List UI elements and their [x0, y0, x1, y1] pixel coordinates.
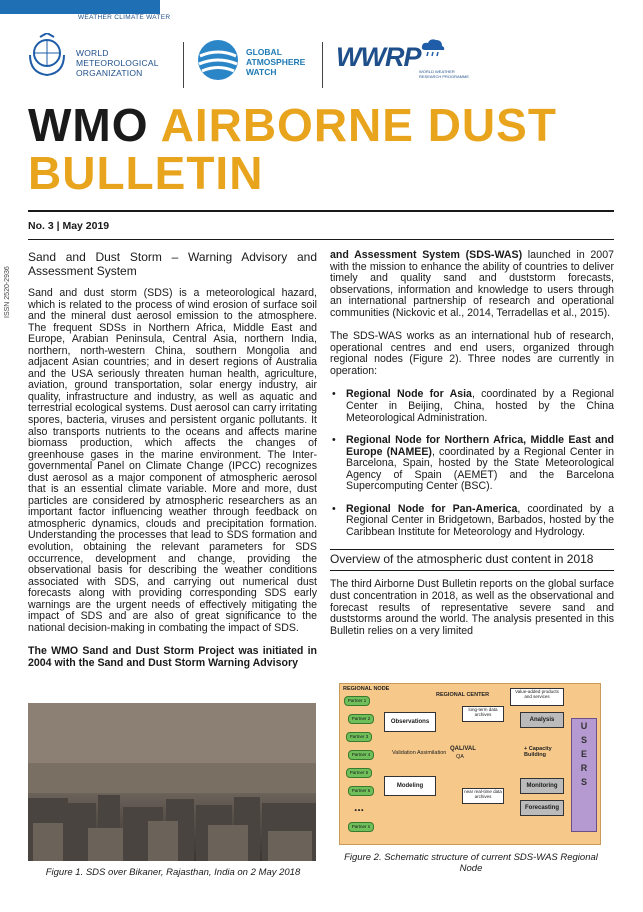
regional-node-list: [330, 389, 614, 538]
gaw-logo-line-3: WATCH: [246, 67, 277, 77]
section-heading-overview: Overview of the atmospheric dust content in 2018: [330, 552, 594, 567]
diagram-modeling: Modeling: [384, 776, 436, 796]
right-paragraph-2: The SDS-WAS works as an international hub of research, operational centres and end users, organized through regional nodes (Figure 2). Three nodes are currently in operation:: [330, 330, 614, 377]
diagram-long-term: long-term data archives: [462, 706, 504, 722]
right-paragraph-1-text: launched in 2007 with the mission to enhance the ability of countries to deliver timely and quality sand and duststorm forecasts, observations, information and knowledge to users through an international partnership of research and operational communities (Nickovic et al., 2014, Terradellas et al., 2015).: [330, 249, 614, 319]
gaw-globe-icon: [196, 38, 240, 82]
diagram-partner: Partner 6: [348, 786, 374, 796]
wwrp-sub-line-2: RESEARCH PROGRAMME: [419, 73, 470, 79]
wmo-logo: [26, 33, 68, 84]
users-letter: S: [580, 735, 587, 745]
diagram-validation: Validation Assimilation: [392, 750, 447, 756]
page-title-line-1: [28, 100, 557, 150]
title-airborne-dust: AIRBORNE DUST: [160, 99, 557, 151]
diagram-partner: Partner 2: [348, 714, 374, 724]
left-column: [28, 250, 317, 670]
node-asia-text: , coordinated by a Regional Center in Beijing, China, hosted by the China Meteorological Administration.: [346, 388, 614, 424]
diagram-dots: ...: [354, 800, 365, 814]
gaw-logo-line-2: ATMOSPHERE: [246, 57, 306, 67]
users-letter: U: [580, 721, 588, 731]
list-item: [330, 389, 614, 424]
node-namee-name: Regional Node for Northern Africa, Middle East and Europe (NAMEE): [346, 434, 614, 458]
title-rule: [28, 210, 614, 212]
wwrp-logo: [336, 42, 470, 79]
intro-paragraph: Sand and dust storm (SDS) is a meteorological hazard, which is related to the process of wind erosion of surface soil and the mineral dust aerosol emission to the atmosphere. The frequent SDSs in Northern Africa, Middle East and Europe, Arabian Peninsula, Central Asia, northern India, northern, north-western China, southern Mongolia and adjacent Asian countries; and in desert regions of Australia and the USA seriously threaten human health, agriculture, aviation, ground transportation, solar energy industry, air quality, infrastructure and industry, as well as aquatic and terrestrial ecological systems. Dust aerosol can carry irritating spores, bacteria, viruses and persistent organic pollutants. It also transports nutrients to the oceans and affects marine biomass production, which affects the changes of greenhouse gases in the marine environment. The Inter-governmental Panel on Climate Change (IPCC) recognizes dust aerosol as a major component of atmospheric aerosol that is an essential climate variable. More and more, dust particles are considered by atmospheric researchers as an important factor influencing weather through feedback on atmospheric dynamics, clouds and precipitation formation. Understanding the processes that lead to SDS formation and evolution, obtaining the relevant parameters for SDS occurrence, development and change, providing the observational basis for describing the weather conditions associated with SDS, and carrying out numerical dust forecasts along with providing corresponding SDS early warnings are the urgent needs of effectively mitigating the impact of SDS and are also of great significance to the national decision-making in combating the impact of SDS.: [28, 287, 317, 634]
sds-was-bold: and Assessment System (SDS-WAS): [330, 249, 523, 261]
diagram-qa: QA: [456, 754, 464, 760]
figure-1-caption: Figure 1. SDS over Bikaner, Rajasthan, India on 2 May 2018: [45, 867, 301, 878]
node-panamerica-text: , coordinated by a Regional Center in Bridgetown, Barbados, hosted by the Caribbean Institute for Meteorology and Hydrology.: [346, 502, 614, 538]
issue-rule: [28, 239, 614, 240]
wmo-logo-line-3: ORGANIZATION: [76, 68, 143, 78]
diagram-capacity: + Capacity Building: [524, 746, 552, 758]
wwrp-logo-subtext: [419, 70, 479, 79]
wmo-logo-line-1: WORLD: [76, 48, 109, 58]
node-namee-text: , coordinated by a Regional Center in Barcelona, Spain, hosted by the State Meteorological Agency of Spain (AEMET) and the Barcelona Supercomputing Center (BSC).: [346, 445, 615, 493]
project-paragraph: The WMO Sand and Dust Storm Project was initiated in 2004 with the Sand and Dust Storm Warning Advisory: [28, 645, 317, 669]
diagram-monitoring: Monitoring: [520, 778, 564, 794]
diagram-forecasting: Forecasting: [520, 800, 564, 816]
gaw-logo-text: [246, 47, 305, 77]
right-paragraph-1: [330, 250, 614, 319]
cloud-rain-icon: [420, 38, 446, 58]
wmo-logo-line-2: METEOROLOGICAL: [76, 58, 159, 68]
wwrp-sub-line-1: WORLD WEATHER: [419, 69, 455, 74]
tagline: WEATHER CLIMATE WATER: [78, 14, 171, 21]
diagram-regional-node: REGIONAL NODE: [343, 686, 390, 692]
diagram-analysis: Analysis: [520, 712, 564, 728]
list-item: [330, 504, 614, 539]
issue-label: No. 3 | May 2019: [28, 220, 110, 232]
wwrp-logo-wordmark: WWRP: [336, 42, 421, 72]
logo-divider-2: [322, 42, 323, 88]
header-band-mask: [160, 0, 643, 14]
diagram-partner: Partner 3: [346, 732, 372, 742]
users-letter: E: [580, 749, 587, 759]
gaw-logo-line-1: GLOBAL: [246, 47, 282, 57]
logo-divider: [183, 42, 184, 88]
list-item: [330, 435, 614, 493]
title-wmo: WMO: [28, 99, 161, 151]
diagram-partner: Partner 4: [348, 750, 374, 760]
page-title-line-2: BULLETIN: [28, 147, 264, 199]
node-panamerica-name: Regional Node for Pan-America: [346, 502, 518, 515]
diagram-partner: Partner 5: [346, 768, 372, 778]
diagram-partner: Partner 1: [344, 696, 370, 706]
figure-1-photo: [28, 703, 316, 861]
node-asia-name: Regional Node for Asia: [346, 388, 472, 401]
section-heading-sds-was: Sand and Dust Storm – Warning Advisory and Assessment System: [28, 250, 317, 278]
diagram-partner: Partner n: [348, 822, 374, 832]
wmo-emblem-icon: [26, 33, 68, 79]
figure-2-diagram: [339, 683, 601, 845]
diagram-users: [571, 718, 597, 832]
diagram-qalval: QAL/VAL: [450, 746, 476, 752]
diagram-regional-center: REGIONAL CENTER: [436, 692, 490, 698]
right-column: [330, 250, 614, 637]
diagram-near-real: near real-time data archives: [462, 788, 504, 804]
users-letter: S: [580, 777, 587, 787]
diagram-observations: Observations: [384, 712, 436, 732]
overview-paragraph: The third Airborne Dust Bulletin reports on the global surface dust concentration in 2018, as well as the observational and forecast results of representative severe sand and duststorms around the world. The analysis presented in this Bulletin relies on a very limited: [330, 578, 614, 637]
gaw-logo: [196, 38, 240, 87]
city-dust-photo: [28, 703, 316, 861]
issn-label: ISSN 2520-2936: [4, 266, 11, 318]
wmo-logo-text: [76, 48, 159, 78]
figure-2-caption: Figure 2. Schematic structure of current SDS-WAS Regional Node: [344, 852, 598, 874]
users-letter: R: [580, 763, 588, 773]
diagram-value-added: Value-added products and services: [510, 688, 564, 706]
